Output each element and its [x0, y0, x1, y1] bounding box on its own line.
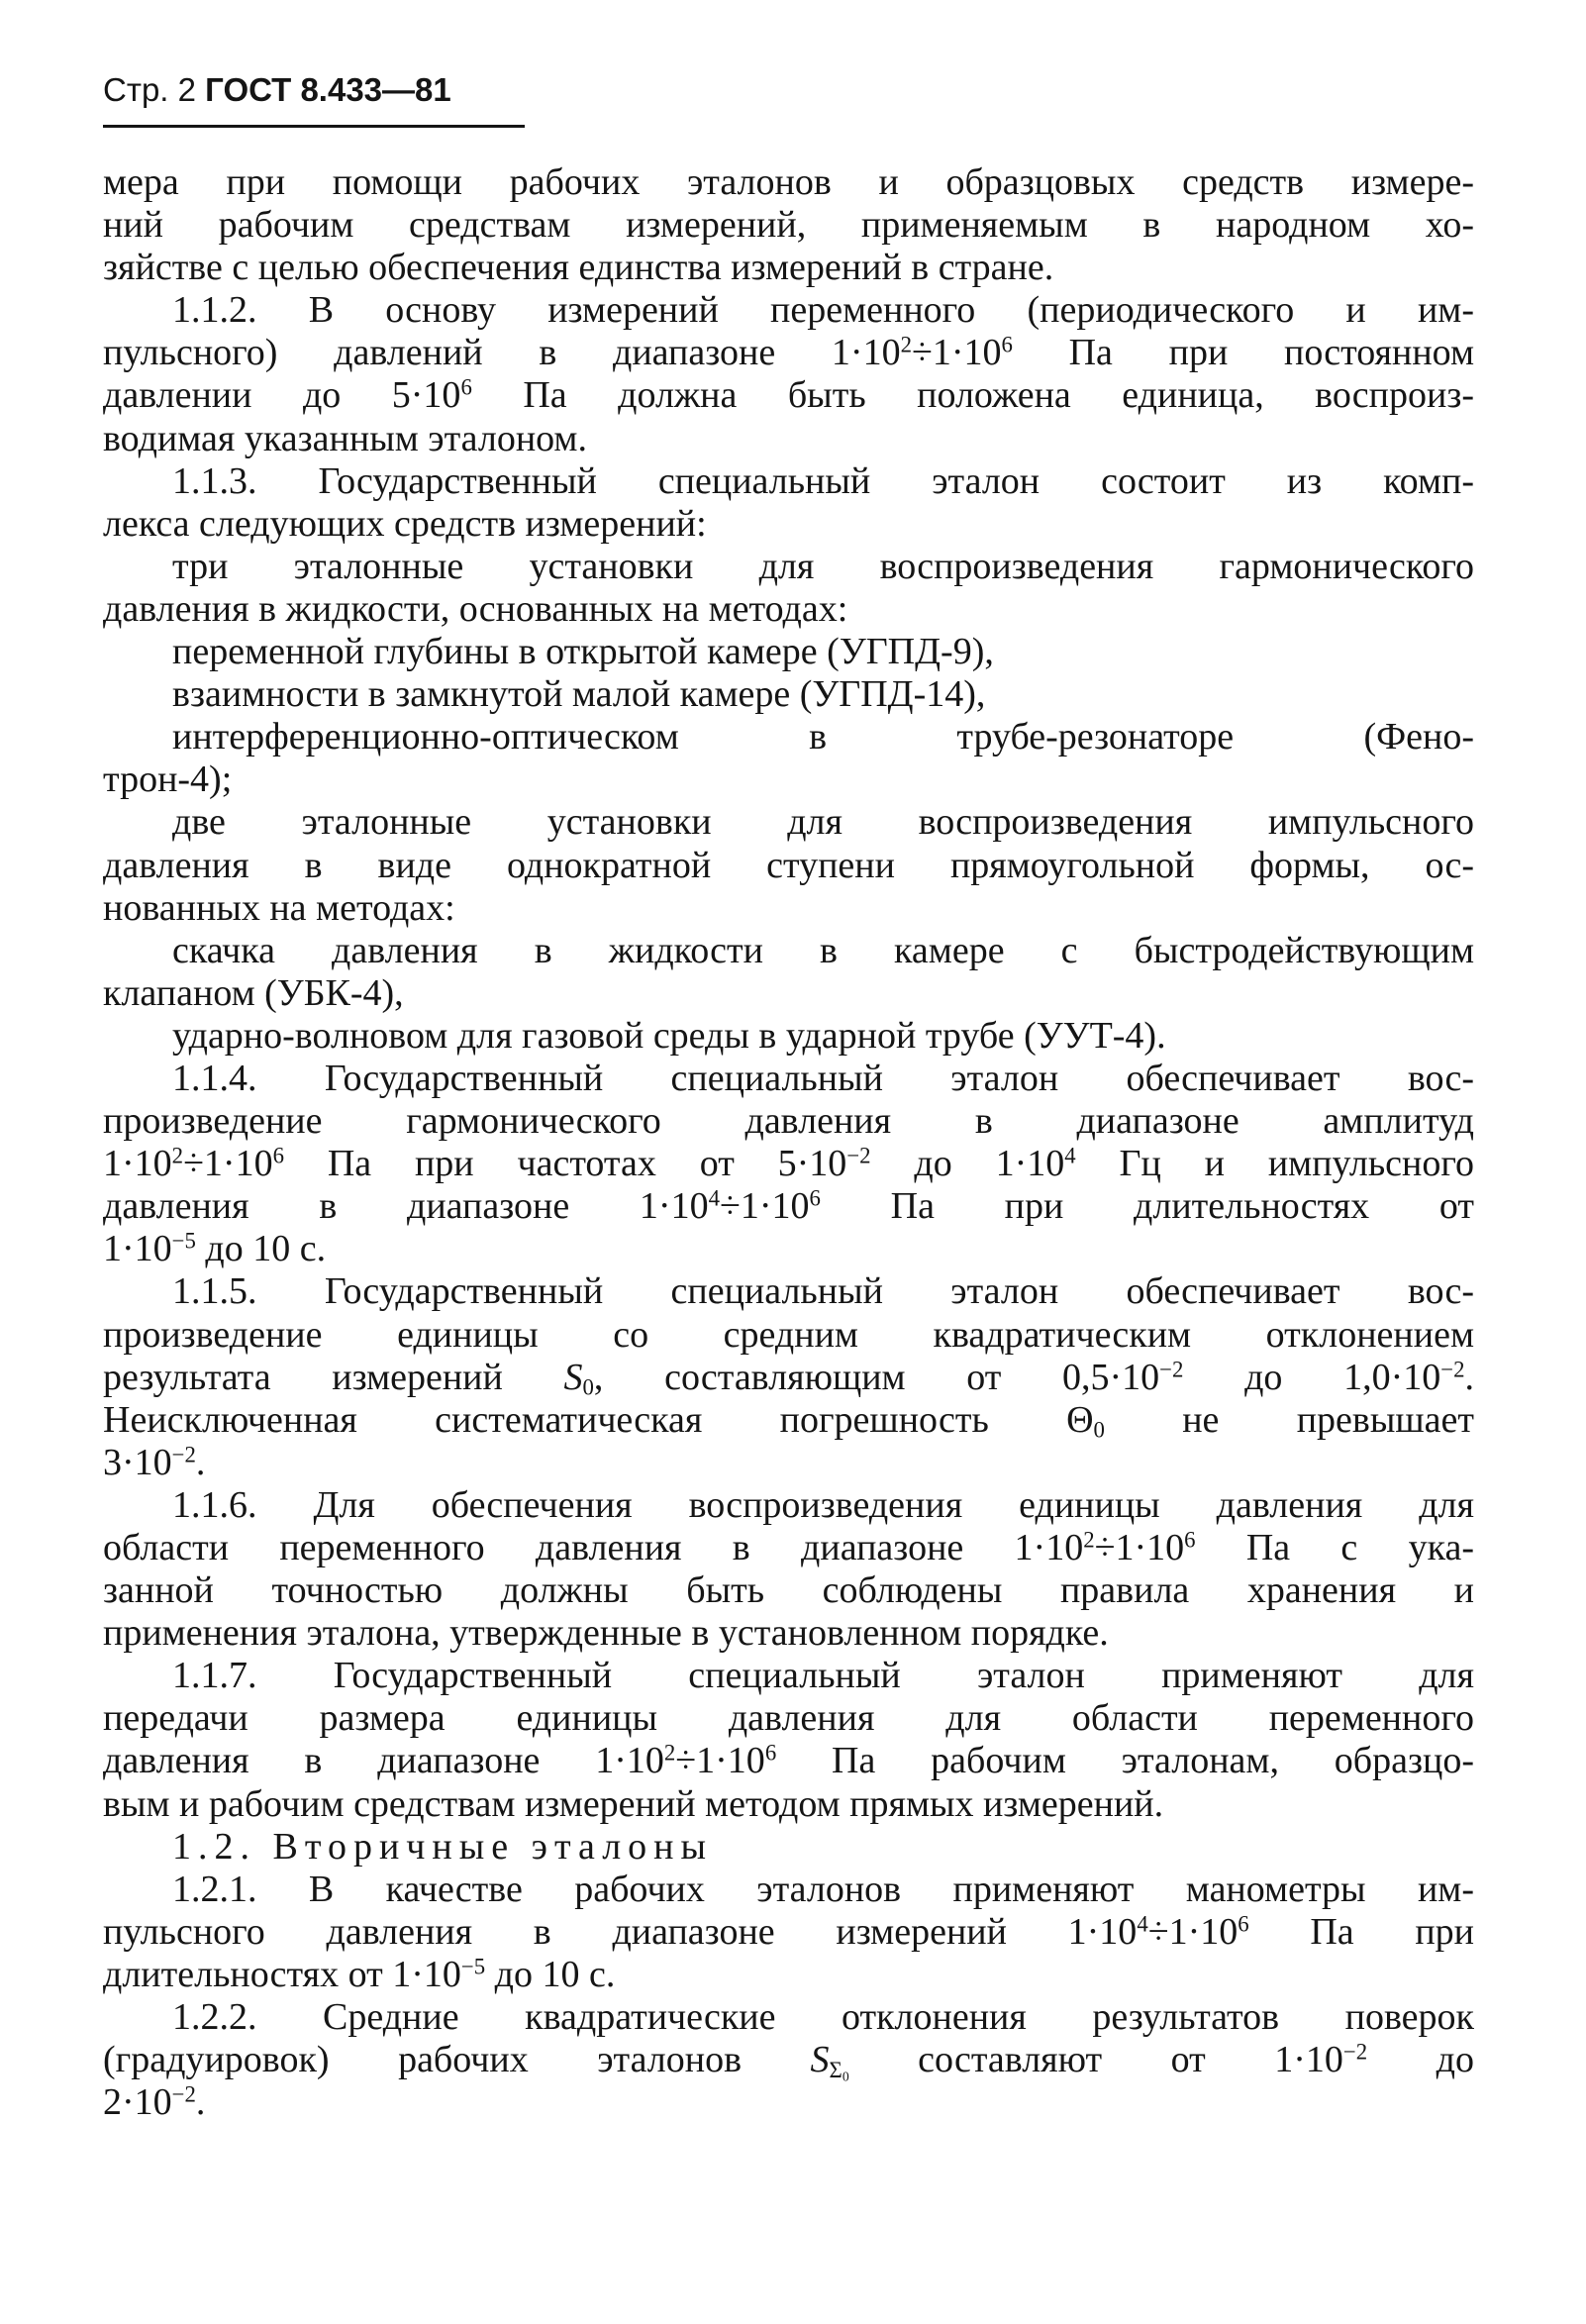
text-line: водимая указанным эталоном.: [103, 417, 587, 459]
text-line: три эталонные установки для воспроизведения гармонического: [172, 545, 1474, 587]
text-line: $1\cdot 10^{-5}$ до 10 с.: [103, 1228, 327, 1270]
text-line: 1.1.7. Государственный специальный эталон применяют для: [172, 1655, 1474, 1697]
text-line: давления в диапазоне $1\cdot 10^4\div 1\cdot 10^6$ Па при длительностях от: [103, 1185, 1474, 1228]
text-line: давлении до $5\cdot 10^6$ Па должна быть положена единица, воспроиз-: [103, 374, 1474, 417]
text-line: переменной глубины в открытой камере (УГПД-9),: [172, 631, 994, 673]
text-line: длительностях от $1\cdot 10^{-5}$ до 10 с.: [103, 1953, 616, 1995]
text-line: Неисключенная систематическая погрешность $\Theta_0$ не превышает: [103, 1398, 1474, 1442]
text-line: 1.2.2. Средние квадратические отклонения результатов поверок: [172, 1996, 1474, 2039]
text-line: пульсного) давлений в диапазоне $1\cdot 10^2\div 1\cdot 10^6$ Па при постоянном: [103, 332, 1474, 374]
document-body: [103, 161, 1474, 2124]
text-line: передачи размера единицы давления для области переменного: [103, 1697, 1474, 1740]
text-line: вым и рабочим средствам измерений методом прямых измерений.: [103, 1782, 1164, 1825]
text-line: области переменного давления в диапазоне $1\cdot 10^2\div 1\cdot 10^6$ Па с ука-: [103, 1527, 1474, 1568]
text-line: $2\cdot 10^{-2}$.: [103, 2081, 206, 2124]
text-line: занной точностью должны быть соблюдены правила хранения и: [103, 1569, 1474, 1612]
text-line: произведение гармонического давления в диапазоне амплитуд: [103, 1100, 1474, 1143]
standard-code: ГОСТ 8.433—81: [205, 71, 451, 108]
text-line: 1.1.5. Государственный специальный эталон обеспечивает вос-: [172, 1270, 1474, 1313]
text-line: 1.2.1. В качестве рабочих эталонов применяют манометры им-: [172, 1868, 1474, 1910]
text-line: лекса следующих средств измерений:: [103, 502, 707, 545]
page-header: [103, 69, 451, 111]
text-line: 1.1.2. В основу измерений переменного (периодического и им-: [172, 289, 1474, 332]
text-line: 1.1.4. Государственный специальный эталон обеспечивает вос-: [172, 1057, 1474, 1099]
text-line: зяйстве с целью обеспечения единства измерений в стране.: [103, 247, 1054, 289]
text-line: нованных на методах:: [103, 886, 455, 929]
section-heading: 1.2. Вторичные эталоны: [172, 1825, 714, 1868]
text-line: ударно-волновом для газовой среды в ударной трубе (УУТ-4).: [172, 1014, 1166, 1057]
text-line: (градуировок) рабочих эталонов $S_{\Sigma_0}$ составляют от $1\cdot 10^{-2}$ до: [103, 2039, 1474, 2082]
text-line: результата измерений $S_0$, составляющим от $0,5\cdot 10^{-2}$ до $1,0\cdot 10^{-2}$.: [103, 1356, 1474, 1399]
text-line: произведение единицы со средним квадратическим отклонением: [103, 1313, 1474, 1356]
text-line: пульсного давления в диапазоне измерений $1\cdot 10^4\div 1\cdot 10^6$ Па при: [103, 1910, 1474, 1953]
text-line: 1.1.6. Для обеспечения воспроизведения единицы давления для: [172, 1483, 1474, 1526]
text-line: трон-4);: [103, 758, 233, 801]
text-line: $1\cdot 10^2\div 1\cdot 10^6$ Па при частотах от $5\cdot 10^{-2}$ до $1\cdot 10^4$ Гц и импульсного: [103, 1143, 1474, 1185]
text-line: две эталонные установки для воспроизведения импульсного: [172, 801, 1474, 844]
page-label: Стр. 2: [103, 71, 196, 108]
text-line: ний рабочим средствам измерений, применяемым в народном хо-: [103, 204, 1474, 247]
text-line: клапаном (УБК-4),: [103, 971, 404, 1014]
text-line: 1.1.3. Государственный специальный эталон состоит из комп-: [172, 459, 1474, 502]
text-line: давления в диапазоне $1\cdot 10^2\div 1\cdot 10^6$ Па рабочим эталонам, образцо-: [103, 1740, 1474, 1782]
text-line: давления в виде однократной ступени прямоугольной формы, ос-: [103, 844, 1474, 886]
text-line: давления в жидкости, основанных на методах:: [103, 587, 848, 630]
text-line: мера при помощи рабочих эталонов и образцовых средств измере-: [103, 161, 1474, 203]
text-line: скачка давления в жидкости в камере с быстродействующим: [172, 929, 1474, 971]
text-line: $3\cdot 10^{-2}$.: [103, 1441, 206, 1483]
header-rule: [103, 125, 525, 128]
text-line: интерференционно-оптическом в трубе-резонаторе (Фено-: [172, 716, 1474, 758]
text-line: применения эталона, утвержденные в установленном порядке.: [103, 1612, 1109, 1655]
text-line: взаимности в замкнутой малой камере (УГПД-14),: [172, 673, 986, 716]
